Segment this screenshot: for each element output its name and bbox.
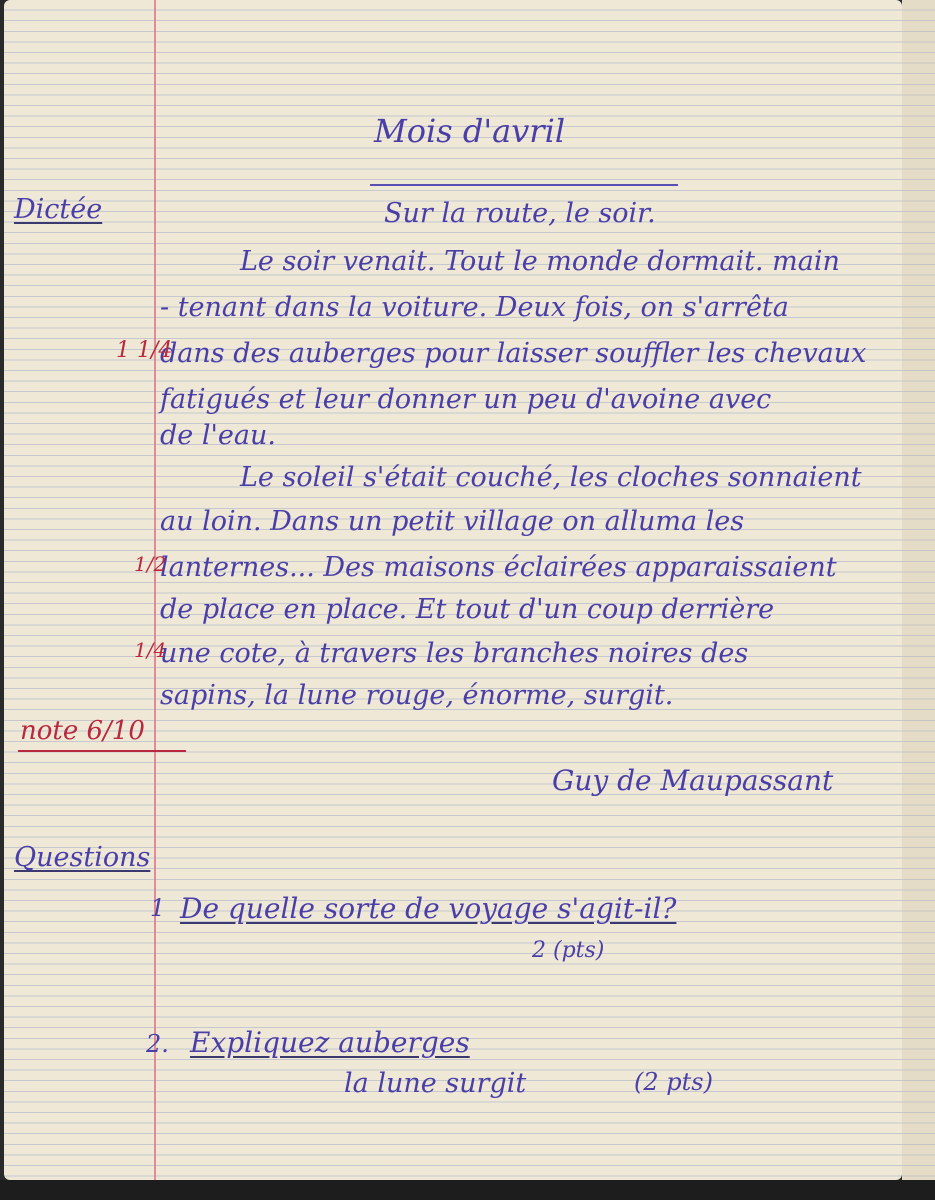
margin-mark-3: 1/4: [134, 638, 167, 662]
dictation-line-6: Le soleil s'était couché, les cloches sonnaient: [240, 462, 862, 493]
notebook-page: [4, 0, 902, 1180]
dictation-line-5: de l'eau.: [160, 420, 276, 451]
title-underline: [370, 184, 678, 186]
section-dictee: Dictée: [14, 194, 103, 225]
page-title: Mois d'avril: [374, 112, 566, 150]
question-1-text: De quelle sorte de voyage s'agit-il?: [180, 892, 677, 925]
dictation-line-10: une cote, à travers les branches noires des: [160, 638, 749, 669]
margin-line: [154, 0, 156, 1180]
margin-mark-2: 1/2: [134, 552, 167, 576]
dictation-line-1: Le soir venait. Tout le monde dormait. main: [240, 246, 840, 277]
dictation-line-7: au loin. Dans un petit village on alluma les: [160, 506, 745, 537]
scan-background: [0, 1180, 935, 1200]
question-2-number: 2.: [146, 1030, 169, 1058]
grade-underline: [18, 750, 186, 752]
dictation-line-9: de place en place. Et tout d'un coup derrière: [160, 594, 775, 625]
dictation-line-8: lanternes... Des maisons éclairées apparaissaient: [160, 552, 837, 583]
section-questions: Questions: [14, 842, 151, 873]
grade: note 6/10: [20, 716, 145, 746]
question-1-points: 2 (pts): [532, 938, 605, 963]
question-1-number: 1: [150, 894, 166, 922]
question-2-points: (2 pts): [634, 1068, 713, 1096]
next-page-edge: [902, 0, 935, 1180]
question-2-text-2: la lune surgit: [344, 1068, 527, 1099]
question-2-text: Expliquez auberges: [190, 1026, 470, 1059]
dictation-title: Sur la route, le soir.: [384, 198, 656, 229]
dictation-line-4: fatigués et leur donner un peu d'avoine avec: [160, 384, 772, 415]
dictation-line-3: dans des auberges pour laisser souffler les chevaux: [160, 338, 867, 369]
dictation-line-11: sapins, la lune rouge, énorme, surgit.: [160, 680, 674, 711]
author: Guy de Maupassant: [552, 764, 834, 797]
dictation-line-2: - tenant dans la voiture. Deux fois, on s'arrêta: [160, 292, 789, 323]
margin-mark-1: 1 1/4: [116, 338, 173, 363]
